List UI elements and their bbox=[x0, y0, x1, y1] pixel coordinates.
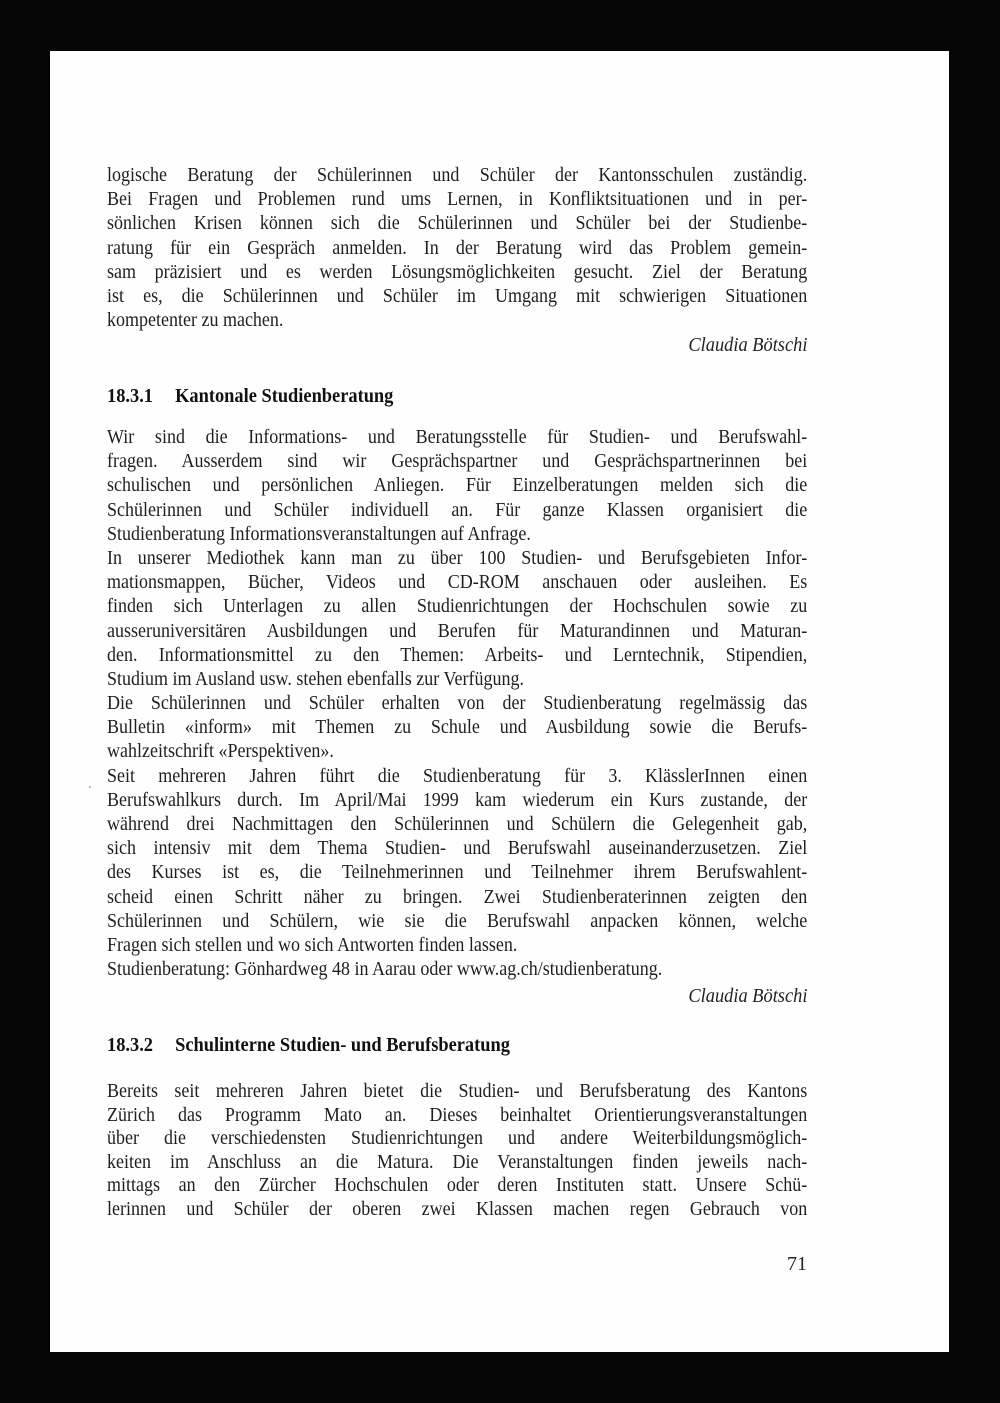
author-signature: Claudia Bötschi bbox=[687, 985, 807, 1007]
text-line: keiten im Anschluss an die Matura. Die Veranstaltungen finden jeweils nach- bbox=[107, 1150, 808, 1173]
text-line: Berufswahlkurs durch. Im April/Mai 1999 kam wiederum ein Kurs zustande, der bbox=[107, 788, 808, 811]
text-line: Bereits seit mehreren Jahren bietet die Studien- und Berufsberatung des Kantons bbox=[107, 1080, 808, 1102]
text-line: ratung für ein Gespräch anmelden. In der Beratung wird das Problem gemein- bbox=[107, 236, 808, 259]
text-line: Bulletin «inform» mit Themen zu Schule und Ausbildung sowie die Berufs- bbox=[107, 716, 808, 739]
text-line: sich intensiv mit dem Thema Studien- und Berufswahl auseinanderzusetzen. Ziel bbox=[107, 837, 808, 860]
text-line: kompetenter zu machen. bbox=[107, 309, 284, 332]
text-line: sönlichen Krisen können sich die Schülerinnen und Schüler bei der Studienbe- bbox=[107, 212, 808, 235]
text-line: Wir sind die Informations- und Beratungsstelle für Studien- und Berufswahl- bbox=[107, 426, 808, 448]
section-heading bbox=[107, 1034, 510, 1057]
text-line: finden sich Unterlagen zu allen Studienrichtungen der Hochschulen sowie zu bbox=[107, 595, 808, 618]
text-line: ist es, die Schülerinnen und Schüler im Umgang mit schwierigen Situationen bbox=[107, 284, 808, 307]
text-line: sam präzisiert und es werden Lösungsmöglichkeiten gesucht. Ziel der Beratung bbox=[107, 260, 808, 283]
page-number: 71 bbox=[787, 1253, 807, 1275]
text-line: logische Beratung der Schülerinnen und Schüler der Kantonsschulen zuständig. bbox=[107, 164, 808, 186]
section-body bbox=[107, 1080, 807, 1222]
text-line: scheid einen Schritt näher zu bringen. Zwei Studienberaterinnen zeigten den bbox=[107, 885, 808, 908]
text-line: schulischen und persönlichen Anliegen. Für Einzelberatungen melden sich die bbox=[107, 474, 808, 497]
section-title: Kantonale Studienberatung bbox=[175, 385, 394, 407]
intro-text bbox=[107, 163, 807, 332]
text-line: Bei Fragen und Problemen rund ums Lernen, in Konfliktsituationen und in per- bbox=[107, 188, 808, 211]
text-line: des Kurses ist es, die Teilnehmerinnen und Teilnehmer ihrem Berufswahlent- bbox=[107, 861, 808, 884]
text-line: während drei Nachmittagen den Schülerinnen und Schülern die Gelegenheit gab, bbox=[107, 813, 808, 835]
text-line: wahlzeitschrift «Perspektiven». bbox=[107, 740, 334, 763]
text-line: In unserer Mediothek kann man zu über 100 Studien- und Berufsgebieten Infor- bbox=[107, 546, 808, 569]
author-signature: Claudia Bötschi bbox=[687, 334, 807, 356]
text-line: mationsmappen, Bücher, Videos und CD-ROM anschauen oder ausleihen. Es bbox=[107, 571, 808, 594]
text-line: Schülerinnen und Schüler individuell an. Für ganze Klassen organisiert die bbox=[107, 498, 808, 521]
text-line: fragen. Ausserdem sind wir Gesprächspartner und Gesprächspartnerinnen bei bbox=[107, 450, 808, 473]
section-number: 18.3.2 bbox=[107, 1034, 153, 1056]
text-line: Seit mehreren Jahren führt die Studienberatung für 3. KlässlerInnen einen bbox=[107, 764, 808, 787]
scan-speck bbox=[89, 786, 91, 788]
text-line: Die Schülerinnen und Schüler erhalten von der Studienberatung regelmässig das bbox=[107, 692, 808, 715]
text-line: mittags an den Zürcher Hochschulen oder deren Instituten statt. Unsere Schü- bbox=[107, 1174, 808, 1197]
section-title: Schulinterne Studien- und Berufsberatung bbox=[175, 1034, 510, 1056]
section-heading bbox=[107, 385, 393, 408]
text-line: Schülerinnen und Schülern, wie sie die Berufswahl anpacken können, welche bbox=[107, 909, 808, 932]
text-line: ausseruniversitären Ausbildungen und Berufen für Maturandinnen und Maturan- bbox=[107, 619, 808, 642]
text-line: Fragen sich stellen und wo sich Antworten finden lassen. bbox=[107, 933, 518, 956]
text-line: den. Informationsmittel zu den Themen: Arbeits- und Lerntechnik, Stipendien, bbox=[107, 643, 808, 666]
section-body bbox=[107, 425, 807, 981]
text-line: Studium im Ausland usw. stehen ebenfalls zur Verfügung. bbox=[107, 667, 524, 690]
text-line: lerinnen und Schüler der oberen zwei Klassen machen regen Gebrauch von bbox=[107, 1197, 808, 1220]
text-line: Studienberatung Informationsveranstaltungen auf Anfrage. bbox=[107, 522, 531, 545]
text-line: über die verschiedensten Studienrichtungen und andere Weiterbildungsmöglich- bbox=[107, 1127, 808, 1150]
section-number: 18.3.1 bbox=[107, 385, 153, 407]
text-line: Studienberatung: Gönhardweg 48 in Aarau oder www.ag.ch/studienberatung. bbox=[107, 958, 663, 981]
text-line: Zürich das Programm Mato an. Dieses beinhaltet Orientierungsveranstaltungen bbox=[107, 1103, 808, 1126]
